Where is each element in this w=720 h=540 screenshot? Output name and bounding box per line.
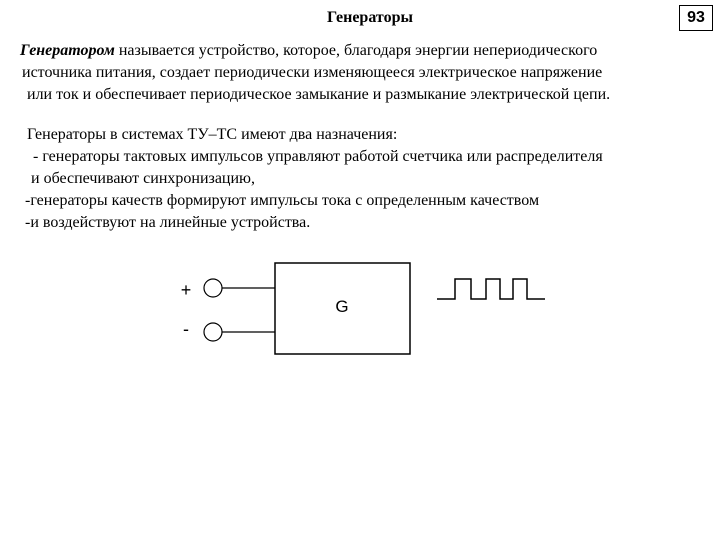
definition-line-3: или ток и обеспечивает периодическое замыкание и размыкание электрической цепи.: [27, 86, 611, 103]
minus-terminal-label: -: [183, 319, 189, 339]
plus-terminal-label: +: [180, 280, 192, 300]
minus-terminal: [204, 323, 222, 341]
page-title: Генераторы: [327, 9, 413, 26]
page-number: 93: [679, 5, 713, 31]
purpose-item-3: -и воздействуют на линейные устройства.: [25, 214, 311, 231]
definition-line-1-text: называется устройство, которое, благодаря энергии непериодического: [114, 42, 598, 59]
pulse-waveform: [437, 279, 545, 299]
purposes-intro: Генераторы в системах ТУ–ТС имеют два назначения:: [27, 126, 398, 143]
purpose-item-1-line-1: - генераторы тактовых импульсов управляют работой счетчика или распределителя: [33, 148, 603, 165]
purpose-item-1-line-2: и обеспечивают синхронизацию,: [31, 170, 255, 187]
purpose-item-2: -генераторы качеств формируют импульсы тока с определенным качеством: [25, 192, 540, 209]
generator-label: G: [335, 297, 349, 316]
definition-line-2: источника питания, создает периодически изменяющееся электрическое напряжение: [22, 64, 603, 81]
definition-term: Генератором: [20, 42, 115, 59]
plus-terminal: [204, 279, 222, 297]
